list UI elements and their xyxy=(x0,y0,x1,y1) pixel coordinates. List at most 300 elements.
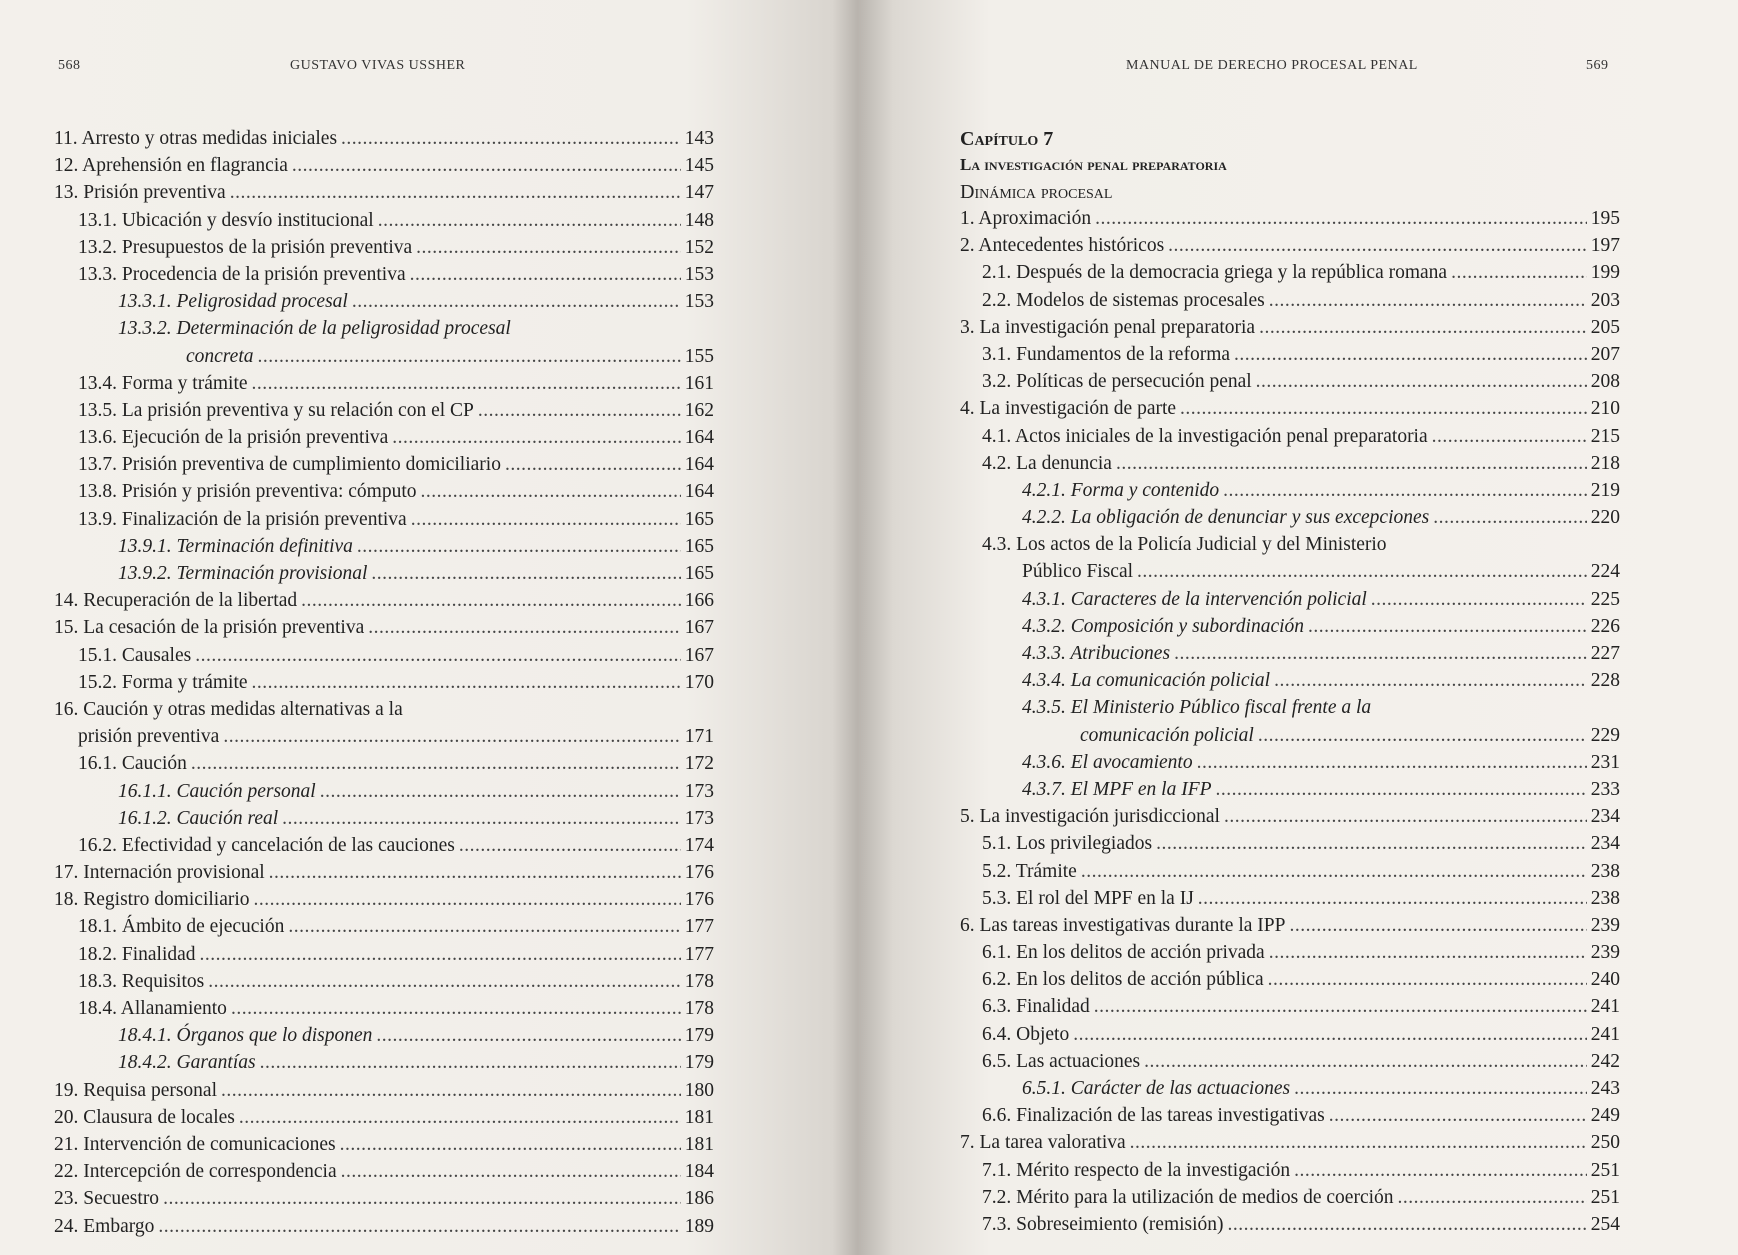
toc-entry-page: 205 xyxy=(1590,316,1620,338)
toc-entry-page: 161 xyxy=(684,372,714,394)
toc-entry xyxy=(960,1160,1620,1187)
toc-entry-page: 143 xyxy=(684,128,714,149)
dot-leader xyxy=(195,645,681,667)
toc-entry xyxy=(960,996,1620,1023)
dot-leader xyxy=(221,1080,681,1102)
toc-entry-title: prisión preventiva xyxy=(78,726,220,748)
toc-entry xyxy=(54,128,714,155)
toc-entry xyxy=(54,699,714,726)
toc-entry xyxy=(54,1188,714,1215)
toc-entry xyxy=(960,589,1620,616)
dot-leader xyxy=(478,400,681,422)
toc-entry xyxy=(960,1105,1620,1132)
toc-entry xyxy=(54,1052,714,1079)
toc-entry-title: 4.2.2. La obligación de denunciar y sus excepciones xyxy=(1022,507,1430,529)
toc-entry xyxy=(960,1187,1620,1214)
toc-entry xyxy=(54,509,714,536)
dot-leader xyxy=(1094,996,1587,1018)
toc-entry-title: 4.3.1. Caracteres de la intervención policial xyxy=(1022,588,1367,610)
toc-entry xyxy=(960,643,1620,670)
toc-entry-title: 13.8. Prisión y prisión preventiva: cómputo xyxy=(78,481,417,503)
dot-leader xyxy=(378,210,681,232)
toc-entry-page: 181 xyxy=(684,1133,714,1155)
toc-entry xyxy=(960,426,1620,453)
toc-entry-title: 13.3.1. Peligrosidad procesal xyxy=(118,291,348,313)
toc-entry xyxy=(960,235,1620,262)
toc-entry xyxy=(54,1216,714,1243)
toc-entry-title: 13.7. Prisión preventiva de cumplimiento domiciliario xyxy=(78,454,501,476)
toc-entry-page: 177 xyxy=(684,943,714,965)
toc-entry xyxy=(54,726,714,753)
toc-entry-page: 250 xyxy=(1590,1132,1620,1154)
toc-entry-title: 19. Requisa personal xyxy=(54,1079,218,1101)
toc-entry-page: 241 xyxy=(1590,996,1620,1018)
toc-entry xyxy=(960,779,1620,806)
toc-entry-title: 24. Embargo xyxy=(54,1215,155,1237)
toc-entry-page: 165 xyxy=(684,508,714,530)
dot-leader xyxy=(1451,262,1587,284)
toc-entry xyxy=(960,725,1620,752)
toc-entry xyxy=(960,942,1620,969)
toc-entry-title: 7.2. Mérito para la utilización de medios de coerción xyxy=(982,1186,1394,1208)
toc-entry-title: 13.4. Forma y trámite xyxy=(78,372,248,394)
toc-entry xyxy=(960,344,1620,371)
toc-entry-title: 16.1.2. Caución real xyxy=(118,807,279,829)
dot-leader xyxy=(320,781,681,803)
toc-entry-title: 14. Recuperación de la libertad xyxy=(54,590,298,612)
toc-entry-title: 16.1.1. Caución personal xyxy=(118,780,316,802)
dot-leader xyxy=(341,1161,681,1183)
dot-leader xyxy=(288,916,680,938)
toc-entry-title: 2. Antecedentes históricos xyxy=(960,235,1165,257)
toc-entry-page: 254 xyxy=(1590,1213,1620,1235)
toc-entry-page: 215 xyxy=(1590,425,1620,447)
toc-entry-title: 4.2. La denuncia xyxy=(982,452,1112,474)
toc-entry-page: 238 xyxy=(1590,887,1620,909)
toc-entry-page: 164 xyxy=(684,427,714,449)
toc-entry-page: 145 xyxy=(684,155,714,177)
toc-entry xyxy=(960,290,1620,317)
toc-entry xyxy=(54,835,714,862)
chapter-heading xyxy=(960,128,1227,208)
right-page xyxy=(858,0,1738,1255)
dot-leader xyxy=(1156,833,1587,855)
toc-entry xyxy=(960,616,1620,643)
dot-leader xyxy=(1073,1024,1587,1046)
dot-leader xyxy=(1223,480,1587,502)
toc-entry-title: 18.3. Requisitos xyxy=(78,970,205,992)
dot-leader xyxy=(1168,235,1587,257)
toc-entry xyxy=(54,808,714,835)
dot-leader xyxy=(1095,208,1587,230)
dot-leader xyxy=(371,563,680,585)
toc-entry-title: 18.2. Finalidad xyxy=(78,943,196,965)
dot-leader xyxy=(1234,344,1587,366)
dot-leader xyxy=(392,427,680,449)
dot-leader xyxy=(1268,969,1587,991)
toc-entry-title: 4.2.1. Forma y contenido xyxy=(1022,479,1220,501)
toc-entry-title: 15.1. Causales xyxy=(78,644,192,666)
dot-leader xyxy=(1216,779,1587,801)
dot-leader xyxy=(254,889,681,911)
dot-leader xyxy=(1274,670,1587,692)
toc-entry-title: 7.3. Sobreseimiento (remisión) xyxy=(982,1213,1224,1235)
chapter-label: Capítulo 7 xyxy=(960,128,1054,150)
toc-entry-page: 173 xyxy=(684,780,714,802)
toc-entry-title: 17. Internación provisional xyxy=(54,862,265,884)
toc-entry-title: 4.3.7. El MPF en la IFP xyxy=(1022,778,1212,800)
toc-entry xyxy=(960,262,1620,289)
toc-entry-page: 227 xyxy=(1590,643,1620,664)
toc-entry-page: 162 xyxy=(684,399,714,421)
toc-entry xyxy=(960,1024,1620,1051)
chapter-subtitle: Dinámica procesal xyxy=(960,181,1113,203)
toc-entry xyxy=(54,182,714,209)
toc-entry xyxy=(54,889,714,916)
dot-leader xyxy=(252,672,681,694)
dot-leader xyxy=(1294,1078,1587,1100)
dot-leader xyxy=(269,862,681,884)
toc-entry-title: 4. La investigación de parte xyxy=(960,398,1177,420)
toc-entry-title: 6.3. Finalidad xyxy=(982,996,1090,1018)
toc-entry-page: 208 xyxy=(1590,371,1620,393)
toc-entry xyxy=(54,454,714,481)
toc-entry-page: 229 xyxy=(1590,724,1620,746)
toc-entry-title: 4.3.5. El Ministerio Público fiscal frente a la xyxy=(1022,697,1372,719)
toc-entry-page: 189 xyxy=(684,1215,714,1237)
toc-entry xyxy=(54,645,714,672)
toc-entry-title: 3. La investigación penal preparatoria xyxy=(960,316,1256,338)
toc-entry-title: 20. Clausura de locales xyxy=(54,1106,235,1128)
dot-leader xyxy=(341,128,681,150)
toc-entry-page: 165 xyxy=(684,563,714,584)
dot-leader xyxy=(1294,1160,1587,1182)
toc-entry-title: 13.9.1. Terminación definitiva xyxy=(118,535,353,557)
toc-entry xyxy=(54,998,714,1025)
dot-leader xyxy=(1269,290,1587,312)
left-page xyxy=(0,0,858,1255)
toc-entry-title: 13.1. Ubicación y desvío institucional xyxy=(78,209,374,231)
toc-entry xyxy=(960,453,1620,480)
toc-entry-page: 177 xyxy=(684,916,714,938)
toc-entry xyxy=(960,208,1620,235)
toc-entry xyxy=(54,1107,714,1134)
toc-entry-page: 225 xyxy=(1590,588,1620,610)
toc-entry-page: 220 xyxy=(1590,507,1620,529)
toc-entry xyxy=(54,481,714,508)
toc-entry-title: 16.2. Efectividad y cancelación de las cauciones xyxy=(78,834,455,856)
toc-entry-title: 18.4.2. Garantías xyxy=(118,1052,256,1074)
toc-entry-page: 164 xyxy=(684,454,714,476)
toc-entry-page: 176 xyxy=(684,862,714,884)
toc-entry xyxy=(54,1025,714,1052)
toc-entry xyxy=(960,697,1620,724)
toc-entry-title: 4.3.3. Atribuciones xyxy=(1022,643,1171,664)
dot-leader xyxy=(230,182,681,204)
toc-entry-page: 197 xyxy=(1590,235,1620,257)
toc-entry-title: 13.6. Ejecución de la prisión preventiva xyxy=(78,427,389,449)
toc-entry xyxy=(54,971,714,998)
dot-leader xyxy=(208,971,681,993)
toc-entry xyxy=(54,781,714,808)
toc-entry-title: 7. La tarea valorativa xyxy=(960,1132,1126,1154)
toc-entry xyxy=(960,861,1620,888)
toc-entry-title: 13.3.2. Determinación de la peligrosidad procesal xyxy=(118,318,511,340)
dot-leader xyxy=(158,1216,680,1238)
toc-entry-page: 226 xyxy=(1590,615,1620,637)
toc-entry-page: 153 xyxy=(684,291,714,313)
toc-entry-page: 179 xyxy=(684,1052,714,1074)
toc-entry-page: 231 xyxy=(1590,751,1620,773)
toc-entry-title: 13.2. Presupuestos de la prisión preventiva xyxy=(78,236,413,258)
dot-leader xyxy=(357,536,681,558)
dot-leader xyxy=(410,264,681,286)
toc-entry xyxy=(960,480,1620,507)
toc-entry-title: 6.1. En los delitos de acción privada xyxy=(982,942,1265,964)
toc-entry-page: 218 xyxy=(1590,452,1620,474)
dot-leader xyxy=(1081,861,1587,883)
running-head: GUSTAVO VIVAS USSHER xyxy=(290,58,466,73)
toc-entry-title: 5.1. Los privilegiados xyxy=(982,833,1153,855)
toc-entry xyxy=(54,400,714,427)
dot-leader xyxy=(1259,317,1587,339)
dot-leader xyxy=(416,237,681,259)
toc-entry-title: 6.6. Finalización de las tareas investigativas xyxy=(982,1105,1325,1127)
toc-entry-title: 3.2. Políticas de persecución penal xyxy=(982,371,1252,393)
toc-entry-page: 210 xyxy=(1590,398,1620,420)
dot-leader xyxy=(1269,942,1587,964)
toc-entry-page: 181 xyxy=(684,1106,714,1128)
dot-leader xyxy=(1256,371,1587,393)
toc-entry-page: 249 xyxy=(1590,1105,1620,1127)
toc-entry-page: 224 xyxy=(1590,561,1620,583)
dot-leader xyxy=(258,346,681,368)
toc-entry-page: 233 xyxy=(1590,778,1620,800)
dot-leader xyxy=(1308,616,1587,638)
toc-entry-page: 228 xyxy=(1590,670,1620,692)
dot-leader xyxy=(1144,1051,1587,1073)
toc-entry-page: 242 xyxy=(1590,1050,1620,1072)
dot-leader xyxy=(1137,561,1587,583)
toc-list xyxy=(960,208,1620,1241)
dot-leader xyxy=(1198,888,1587,910)
dot-leader xyxy=(1371,589,1587,611)
toc-entry-page: 174 xyxy=(684,834,714,856)
dot-leader xyxy=(282,808,681,830)
toc-entry-title: 2.2. Modelos de sistemas procesales xyxy=(982,289,1265,311)
toc-entry-page: 251 xyxy=(1590,1186,1620,1208)
toc-entry-title: 21. Intervención de comunicaciones xyxy=(54,1133,336,1155)
toc-entry-page: 167 xyxy=(684,644,714,666)
dot-leader xyxy=(1180,398,1587,420)
toc-entry-title: 16. Caución y otras medidas alternativas a la xyxy=(54,698,403,720)
dot-leader xyxy=(239,1107,681,1129)
toc-entry-title: 23. Secuestro xyxy=(54,1188,160,1210)
toc-entry xyxy=(54,617,714,644)
toc-entry-page: 178 xyxy=(684,970,714,992)
toc-entry-title: 5.3. El rol del MPF en la IJ xyxy=(982,887,1194,909)
toc-entry-page: 148 xyxy=(684,209,714,231)
toc-entry-title: 4.3.2. Composición y subordinación xyxy=(1022,615,1305,637)
dot-leader xyxy=(1130,1132,1587,1154)
toc-entry xyxy=(960,317,1620,344)
page-number: 569 xyxy=(1586,58,1609,73)
toc-entry xyxy=(54,318,714,345)
toc-entry xyxy=(54,563,714,590)
toc-entry-page: 238 xyxy=(1590,860,1620,882)
toc-entry xyxy=(960,806,1620,833)
dot-leader xyxy=(376,1025,680,1047)
toc-entry-page: 184 xyxy=(684,1161,714,1183)
toc-entry-page: 180 xyxy=(684,1079,714,1101)
toc-entry xyxy=(960,1132,1620,1159)
dot-leader xyxy=(340,1134,681,1156)
toc-entry xyxy=(960,752,1620,779)
dot-leader xyxy=(1329,1105,1587,1127)
dot-leader xyxy=(223,726,680,748)
toc-entry xyxy=(960,561,1620,588)
toc-entry xyxy=(960,670,1620,697)
dot-leader xyxy=(260,1052,681,1074)
toc-entry xyxy=(960,1078,1620,1105)
toc-entry xyxy=(54,264,714,291)
toc-entry xyxy=(54,373,714,400)
toc-entry-title: 6.4. Objeto xyxy=(982,1023,1070,1045)
dot-leader xyxy=(1224,806,1587,828)
toc-entry-title: 15. La cesación de la prisión preventiva xyxy=(54,617,365,639)
toc-entry-title: 4.3.6. El avocamiento xyxy=(1022,751,1193,773)
toc-entry-title: concreta xyxy=(186,345,254,367)
toc-entry-title: 13.3. Procedencia de la prisión preventiva xyxy=(78,263,406,285)
toc-entry-page: 234 xyxy=(1590,833,1620,855)
dot-leader xyxy=(1398,1187,1587,1209)
toc-entry xyxy=(960,1214,1620,1241)
toc-entry-title: 1. Aproximación xyxy=(960,208,1092,229)
toc-entry xyxy=(54,237,714,264)
dot-leader xyxy=(1258,725,1587,747)
dot-leader xyxy=(1228,1214,1587,1236)
toc-entry-page: 241 xyxy=(1590,1023,1620,1045)
toc-entry-title: 13.9. Finalización de la prisión preventiva xyxy=(78,508,407,530)
toc-entry xyxy=(960,833,1620,860)
toc-entry-title: 18. Registro domiciliario xyxy=(54,889,250,911)
toc-entry xyxy=(54,155,714,182)
toc-entry-page: 234 xyxy=(1590,806,1620,828)
toc-entry-title: 5.2. Trámite xyxy=(982,860,1077,882)
dot-leader xyxy=(252,373,681,395)
toc-entry xyxy=(960,1051,1620,1078)
toc-entry-title: 16.1. Caución xyxy=(78,753,187,775)
toc-entry-page: 165 xyxy=(684,535,714,557)
toc-entry xyxy=(54,210,714,237)
dot-leader xyxy=(421,481,681,503)
toc-entry xyxy=(54,291,714,318)
dot-leader xyxy=(1116,453,1587,475)
toc-entry-page: 164 xyxy=(684,481,714,503)
toc-entry-title: 6.2. En los delitos de acción pública xyxy=(982,969,1264,991)
dot-leader xyxy=(368,617,680,639)
toc-entry-page: 243 xyxy=(1590,1078,1620,1099)
toc-entry xyxy=(54,1134,714,1161)
toc-entry xyxy=(54,427,714,454)
dot-leader xyxy=(292,155,681,177)
toc-entry-page: 170 xyxy=(684,671,714,693)
dot-leader xyxy=(1174,643,1587,665)
toc-entry-page: 240 xyxy=(1590,969,1620,991)
toc-entry-page: 178 xyxy=(684,998,714,1019)
toc-entry-title: 13.5. La prisión preventiva y su relación con el CP xyxy=(78,399,474,421)
toc-entry-title: 6.5.1. Carácter de las actuaciones xyxy=(1022,1078,1291,1099)
running-head: MANUAL DE DERECHO PROCESAL PENAL xyxy=(1126,58,1418,73)
toc-entry-title: 6.5. Las actuaciones xyxy=(982,1050,1141,1072)
dot-leader xyxy=(163,1188,681,1210)
toc-entry xyxy=(54,672,714,699)
dot-leader xyxy=(1432,426,1587,448)
toc-entry xyxy=(54,753,714,780)
toc-entry-title: 18.1. Ámbito de ejecución xyxy=(78,916,285,938)
toc-entry-page: 173 xyxy=(684,807,714,829)
toc-entry xyxy=(54,346,714,373)
toc-entry-page: 155 xyxy=(684,345,714,367)
toc-entry-page: 153 xyxy=(684,263,714,285)
toc-entry-page: 195 xyxy=(1590,208,1620,229)
dot-leader xyxy=(301,590,681,612)
toc-entry xyxy=(54,536,714,563)
dot-leader xyxy=(1197,752,1587,774)
toc-entry-title: Público Fiscal xyxy=(1022,561,1134,583)
toc-entry-page: 207 xyxy=(1590,343,1620,365)
toc-entry xyxy=(54,590,714,617)
toc-entry-page: 179 xyxy=(684,1025,714,1047)
toc-entry-page: 199 xyxy=(1590,262,1620,284)
toc-entry-title: 18.4. Allanamiento xyxy=(78,998,227,1019)
toc-entry-title: 18.4.1. Órganos que lo disponen xyxy=(118,1025,373,1047)
dot-leader xyxy=(352,291,681,313)
toc-entry-title: 7.1. Mérito respecto de la investigación xyxy=(982,1159,1291,1181)
toc-entry xyxy=(960,888,1620,915)
toc-list xyxy=(54,128,714,1243)
toc-entry-title: 4.3. Los actos de la Policía Judicial y del Ministerio xyxy=(982,534,1387,556)
toc-entry-title: 6. Las tareas investigativas durante la IPP xyxy=(960,914,1286,936)
toc-entry-title: 4.3.4. La comunicación policial xyxy=(1022,670,1271,692)
dot-leader xyxy=(411,509,681,531)
toc-entry-page: 167 xyxy=(684,617,714,639)
toc-entry-page: 171 xyxy=(684,726,714,748)
toc-entry-page: 166 xyxy=(684,590,714,612)
toc-entry xyxy=(54,1080,714,1107)
toc-entry xyxy=(54,862,714,889)
dot-leader xyxy=(200,944,681,966)
toc-entry-page: 251 xyxy=(1590,1159,1620,1181)
toc-entry-title: 4.1. Actos iniciales de la investigación penal preparatoria xyxy=(982,425,1428,447)
chapter-title: La investigación penal preparatoria xyxy=(960,155,1227,174)
toc-entry-page: 147 xyxy=(684,182,714,204)
toc-entry-page: 239 xyxy=(1590,914,1620,936)
dot-leader xyxy=(231,998,681,1020)
toc-entry xyxy=(54,944,714,971)
toc-entry xyxy=(960,398,1620,425)
toc-entry-title: 11. Arresto y otras medidas iniciales xyxy=(54,128,338,149)
toc-entry xyxy=(54,916,714,943)
toc-entry-title: 13.9.2. Terminación provisional xyxy=(118,563,368,584)
toc-entry-page: 203 xyxy=(1590,289,1620,311)
toc-entry-page: 152 xyxy=(684,236,714,258)
toc-entry-title: 2.1. Después de la democracia griega y la república romana xyxy=(982,262,1448,284)
dot-leader xyxy=(505,454,681,476)
toc-entry xyxy=(960,534,1620,561)
toc-entry xyxy=(960,969,1620,996)
dot-leader xyxy=(459,835,681,857)
